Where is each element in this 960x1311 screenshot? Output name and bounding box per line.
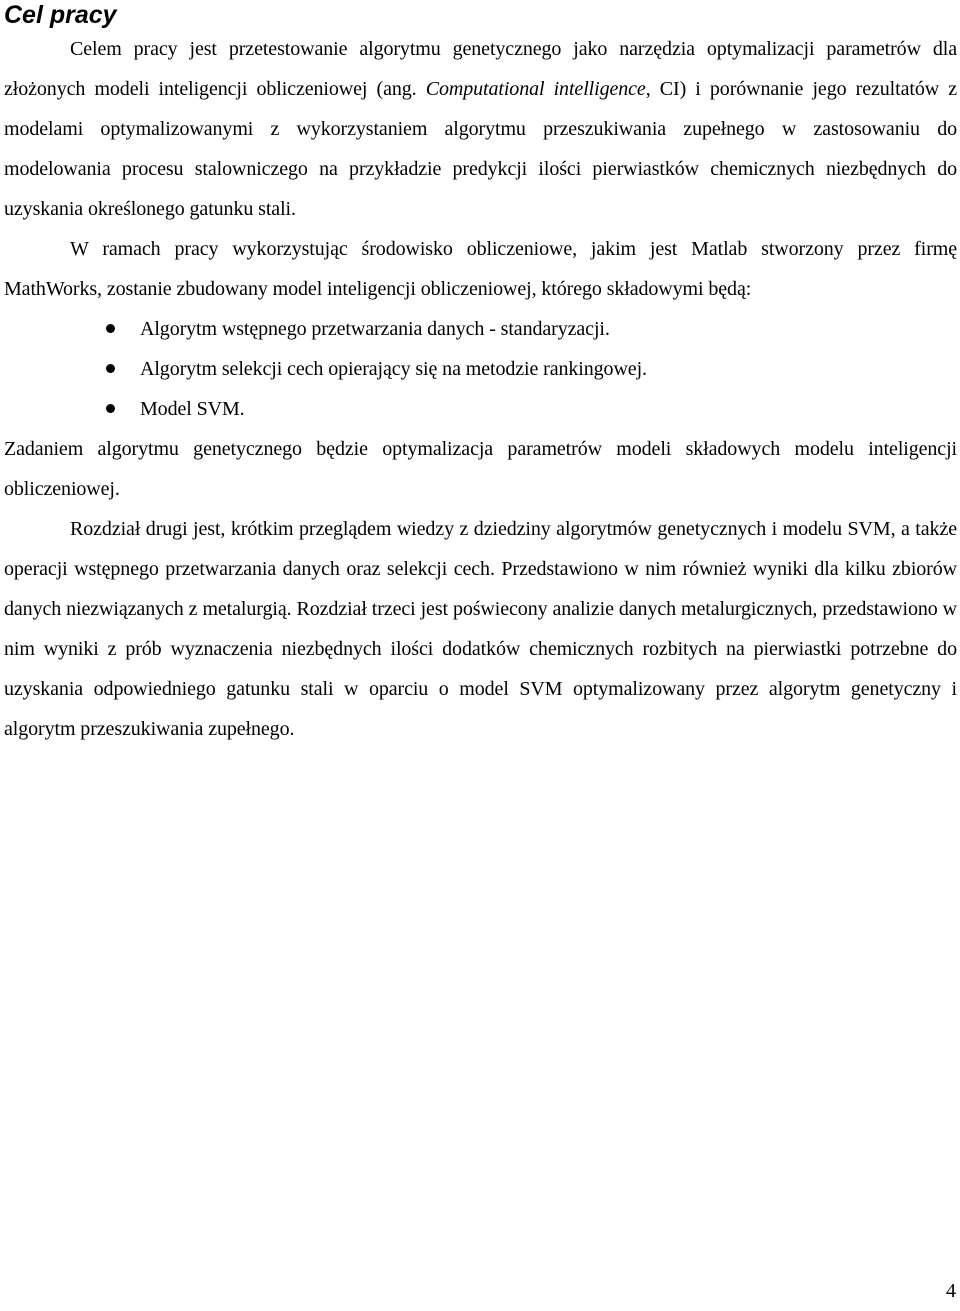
paragraph-goal [4, 29, 957, 229]
paragraph-goal-term: Computational intelligence [425, 78, 646, 100]
paragraph-structure: Rozdział drugi jest, krótkim przeglądem wiedzy z dziedziny algorytmów genetycznych i modelu SVM, a także operacji wstępnego przetwarzania danych oraz selekcji cech. Przedstawiono w nim również wyniki dla kilku zbiorów danych niezwiązanych z metalurgią. Rozdział trzeci jest poświecony analizie danych metalurgicznych, przedstawiono w nim wyniki z prób wyznaczenia niezbędnych ilości dodatków chemicznych rozbitych na pierwiastki potrzebne do uzyskania odpowiedniego gatunku stali w oparciu o model SVM optymalizowany przez algorytm genetyczny i algorytm przeszukiwania zupełnego. [4, 518, 957, 740]
document-body [4, 29, 957, 749]
bullet-icon [106, 324, 115, 333]
page-number: 4 [946, 1280, 956, 1302]
paragraph-goal-text-end: , CI) i porównanie jego rezultatów z modelami optymalizowanymi z wykorzystaniem algorytmu przeszukiwania zupełnego w zastosowaniu do modelowania procesu stalowniczego na przykładzie predykcji ilości pierwiastków chemicznych niezbędnych do uzyskania określonego gatunku stali. [4, 78, 958, 220]
paragraph-scope: W ramach pracy wykorzystując środowisko obliczeniowe, jakim jest Matlab stworzony przez firmę MathWorks, zostanie zbudowany model inteligencji obliczeniowej, którego składowymi będą: [4, 238, 957, 300]
bullet-icon [106, 404, 115, 413]
list-item-text: Model SVM. [140, 398, 245, 420]
list-item [4, 389, 957, 429]
list-item-text: Algorytm wstępnego przetwarzania danych - standaryzacji. [140, 318, 610, 340]
bullet-icon [106, 364, 115, 373]
list-item [4, 349, 957, 389]
list-item-text: Algorytm selekcji cech opierający się na metodzie rankingowej. [140, 358, 647, 380]
paragraph-task: Zadaniem algorytmu genetycznego będzie optymalizacja parametrów modeli składowych modelu inteligencji obliczeniowej. [4, 438, 957, 500]
section-heading: Cel pracy [4, 1, 117, 29]
component-list [4, 309, 957, 429]
list-item [4, 309, 957, 349]
paragraph-goal-text-start: Celem pracy jest przetestowanie algorytmu genetycznego jako narzędzia optymalizacji parametrów dla złożonych modeli inteligencji obliczeniowej (ang. [4, 38, 957, 100]
